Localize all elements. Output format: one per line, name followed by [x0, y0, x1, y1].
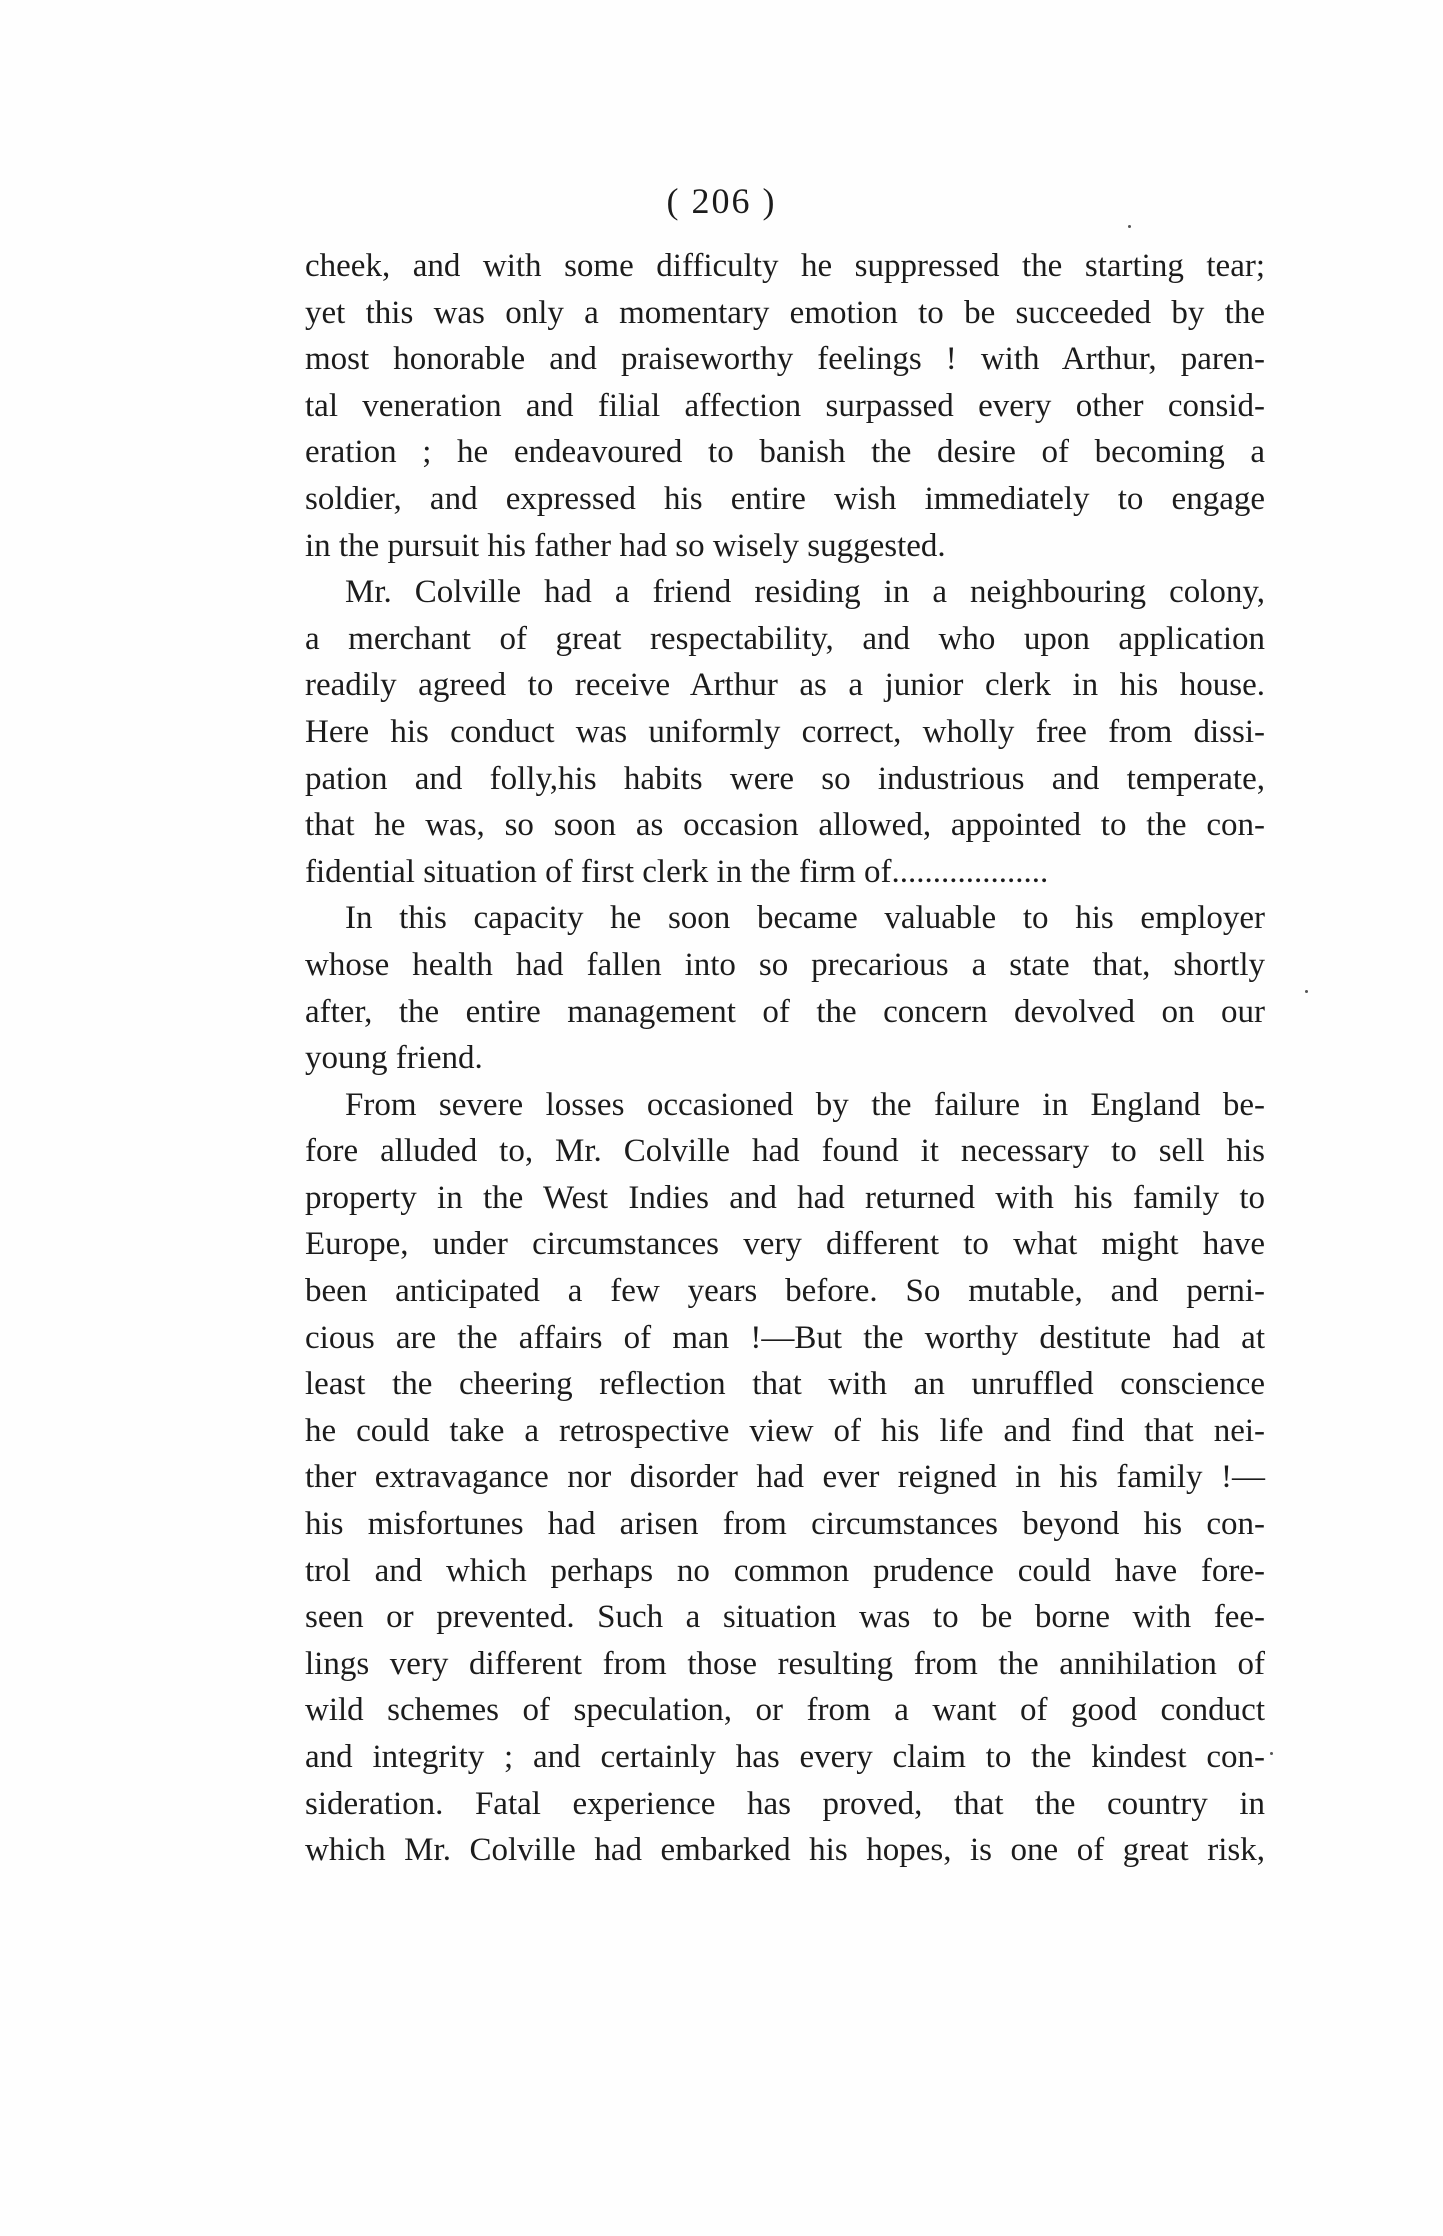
text-line: whose health had fallen into so precarious a state that, shortly: [305, 946, 1265, 983]
text-line: ther extravagance nor disorder had ever reigned in his family !—: [305, 1459, 1265, 1496]
text-line: sideration. Fatal experience has proved, that the country in: [305, 1785, 1265, 1822]
text-line: yet this was only a momentary emotion to be succeeded by the: [305, 294, 1265, 331]
text-line: which Mr. Colville had embarked his hopes, is one of great risk,: [305, 1832, 1265, 1869]
text-line: tal veneration and filial affection surpassed every other consid-: [305, 387, 1265, 424]
text-line: he could take a retrospective view of his life and find that nei-: [305, 1412, 1265, 1449]
text-line: In this capacity he soon became valuable to his employer: [345, 900, 1265, 937]
text-line: that he was, so soon as occasion allowed, appointed to the con-: [305, 807, 1265, 844]
text-line: his misfortunes had arisen from circumstances beyond his con-: [305, 1506, 1265, 1543]
text-line: fidential situation of first clerk in the firm of...................: [305, 853, 1049, 890]
text-line: Here his conduct was uniformly correct, wholly free from dissi-: [305, 713, 1265, 750]
text-line: after, the entire management of the concern devolved on our: [305, 993, 1265, 1030]
text-line: Europe, under circumstances very different to what might have: [305, 1226, 1265, 1263]
text-line: soldier, and expressed his entire wish immediately to engage: [305, 480, 1265, 517]
text-line: lings very different from those resulting from the annihilation of: [305, 1645, 1265, 1682]
text-line: cheek, and with some difficulty he suppressed the starting tear;: [305, 248, 1265, 284]
text-line: readily agreed to receive Arthur as a junior clerk in his house.: [305, 667, 1265, 704]
text-line: most honorable and praiseworthy feelings ! with Arthur, paren-: [305, 341, 1265, 378]
text-line: property in the West Indies and had returned with his family to: [305, 1179, 1265, 1216]
text-line: been anticipated a few years before. So mutable, and perni-: [305, 1273, 1265, 1310]
text-line: trol and which perhaps no common prudence could have fore-: [305, 1552, 1265, 1589]
text-line: eration ; he endeavoured to banish the desire of becoming a: [305, 434, 1265, 471]
body-text: [305, 243, 1265, 1874]
text-line: in the pursuit his father had so wisely suggested.: [305, 527, 946, 564]
text-line: From severe losses occasioned by the failure in England be-: [345, 1086, 1265, 1123]
page-number: ( 206 ): [666, 181, 777, 221]
text-line: a merchant of great respectability, and who upon application: [305, 620, 1265, 657]
text-line: seen or prevented. Such a situation was to be borne with fee-: [305, 1599, 1265, 1636]
print-speck: [1270, 1752, 1273, 1755]
text-line: wild schemes of speculation, or from a want of good conduct: [305, 1692, 1265, 1729]
print-speck: [1305, 990, 1308, 993]
text-line: cious are the affairs of man !—But the worthy destitute had at: [305, 1319, 1265, 1356]
print-speck: [1128, 225, 1131, 228]
text-line: and integrity ; and certainly has every claim to the kindest con-: [305, 1739, 1265, 1775]
text-line: least the cheering reflection that with an unruffled conscience: [305, 1366, 1265, 1403]
text-line: pation and folly,his habits were so industrious and temperate,: [305, 760, 1265, 797]
text-line: fore alluded to, Mr. Colville had found it necessary to sell his: [305, 1133, 1265, 1170]
text-line: young friend.: [305, 1040, 483, 1077]
text-line: Mr. Colville had a friend residing in a neighbouring colony,: [345, 574, 1265, 611]
